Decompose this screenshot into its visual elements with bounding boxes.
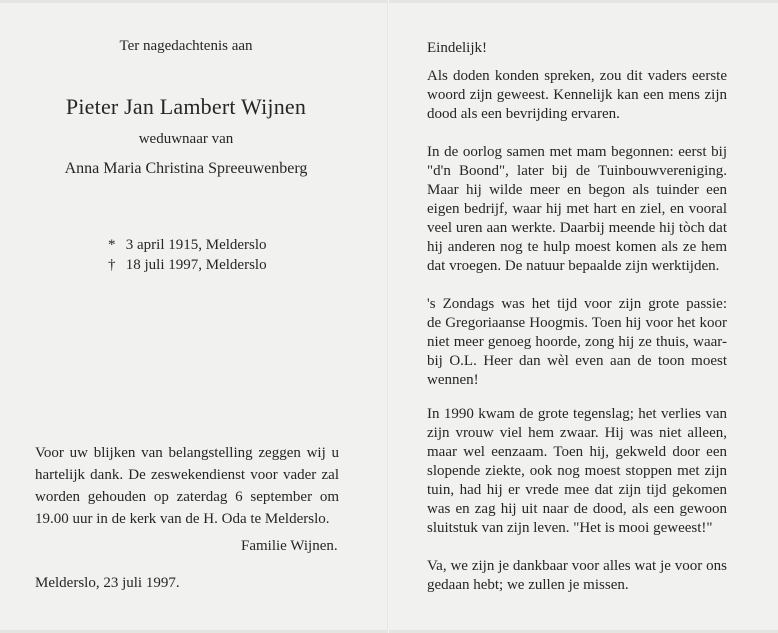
birth-date: 3 april 1915, Melderslo — [125, 237, 267, 253]
place-and-date: Melderslo, 23 juli 1997. — [35, 575, 180, 591]
paragraph-line: dood als een bevrijding ervaren. — [427, 106, 620, 122]
life-dates — [108, 235, 267, 275]
spouse-name: Anna Maria Christina Spreeuwenberg — [64, 160, 308, 177]
paragraph-line: tuin, had hij er vrede mee dat zijn tijd gekomen — [427, 482, 727, 498]
paragraph-line: Maar hij wilde meer en begon als tuinder een — [427, 182, 727, 198]
thanks-line: Voor uw blijken van belangstelling zeggen wij u — [35, 445, 339, 461]
paragraph-line: maar wel eenzaam. Toen hij, gekweld door een — [427, 444, 727, 460]
widower-of-text: weduwnaar van — [138, 131, 234, 147]
birth-symbol: * — [108, 237, 116, 253]
paragraph-line: hij anderen nog te hulp moest komen als ze hem — [427, 239, 727, 255]
paragraph-line: wennen! — [427, 372, 479, 388]
paragraph-4 — [427, 405, 727, 538]
paragraph-line: Va, we zijn je dankbaar voor alles wat je voor ons — [427, 558, 727, 574]
thanks-line: hartelijk dank. De zeswekendienst voor vader zal — [35, 467, 339, 483]
paragraph-line: 's Zondags was het tijd voor zijn grote passie: — [427, 296, 727, 312]
paragraph-1 — [427, 67, 727, 124]
paragraph-line: woord zijn geweest. Kennelijk kan een mens zijn — [427, 87, 727, 103]
paragraph-line: In de oorlog samen met mam begonnen: eerst bij — [427, 144, 727, 160]
paragraph-line: "d'n Boond", later bij de Tuinbouwvereniging. — [427, 163, 727, 179]
family-signature: Familie Wijnen. — [241, 538, 338, 554]
death-cross-symbol: † — [108, 257, 116, 273]
thanks-line: 19.00 uur in de kerk van de H. Oda te Melderslo. — [35, 511, 330, 527]
deceased-name: Pieter Jan Lambert Wijnen — [65, 94, 307, 119]
paragraph-2 — [427, 143, 727, 276]
paragraph-line: In 1990 kwam de grote tegenslag; het verlies van — [427, 406, 727, 422]
paragraph-line: eigen bedrijf, waar hij met hart en ziel, en vooral — [427, 201, 727, 217]
paragraph-line: Als doden konden spreken, zou dit vaders eerste — [427, 68, 727, 84]
left-panel — [0, 0, 387, 633]
death-date: 18 juli 1997, Melderslo — [125, 257, 267, 273]
paragraph-line: veel uren aan werkte. Daarbij meende hij tòch dat — [427, 220, 727, 236]
paragraph-3 — [427, 295, 727, 390]
card-fold-line — [387, 0, 389, 633]
poem-title — [427, 39, 727, 58]
paragraph-5 — [427, 557, 727, 595]
paragraph-line: dat vroegen. De natuur bepaalde zijn werktijden. — [427, 258, 720, 274]
paragraph-line: gedaan hebt; we zullen je missen. — [427, 577, 629, 593]
paragraph-line: de Gregoriaanse Hoogmis. Toen hij voor het koor — [427, 315, 727, 331]
title-line: Eindelijk! — [427, 40, 487, 56]
death-row — [108, 255, 267, 275]
in-memory-of-text: Ter nagedachtenis aan — [119, 38, 253, 54]
thanks-line: worden gehouden op zaterdag 6 september om — [35, 489, 339, 505]
thanks-paragraph — [35, 442, 339, 530]
paragraph-line: niet meer genoeg hoorde, zong hij ze thuis, waar- — [427, 334, 727, 350]
birth-row — [108, 235, 267, 255]
paragraph-line: slopende ziekte, ook nog moest stoppen met zijn — [427, 463, 727, 479]
paragraph-line: bij O.L. Heer dan wèl even aan de toon moest — [427, 353, 727, 369]
paragraph-line: zijn vrouw viel hem zwaar. Hij was niet alleen, — [427, 425, 727, 441]
paragraph-line: sluitstuk van zijn leven. "Het is mooi geweest!" — [427, 520, 713, 536]
paragraph-line: was en zag hij uit naar de dood, als een gewoon — [427, 501, 727, 517]
